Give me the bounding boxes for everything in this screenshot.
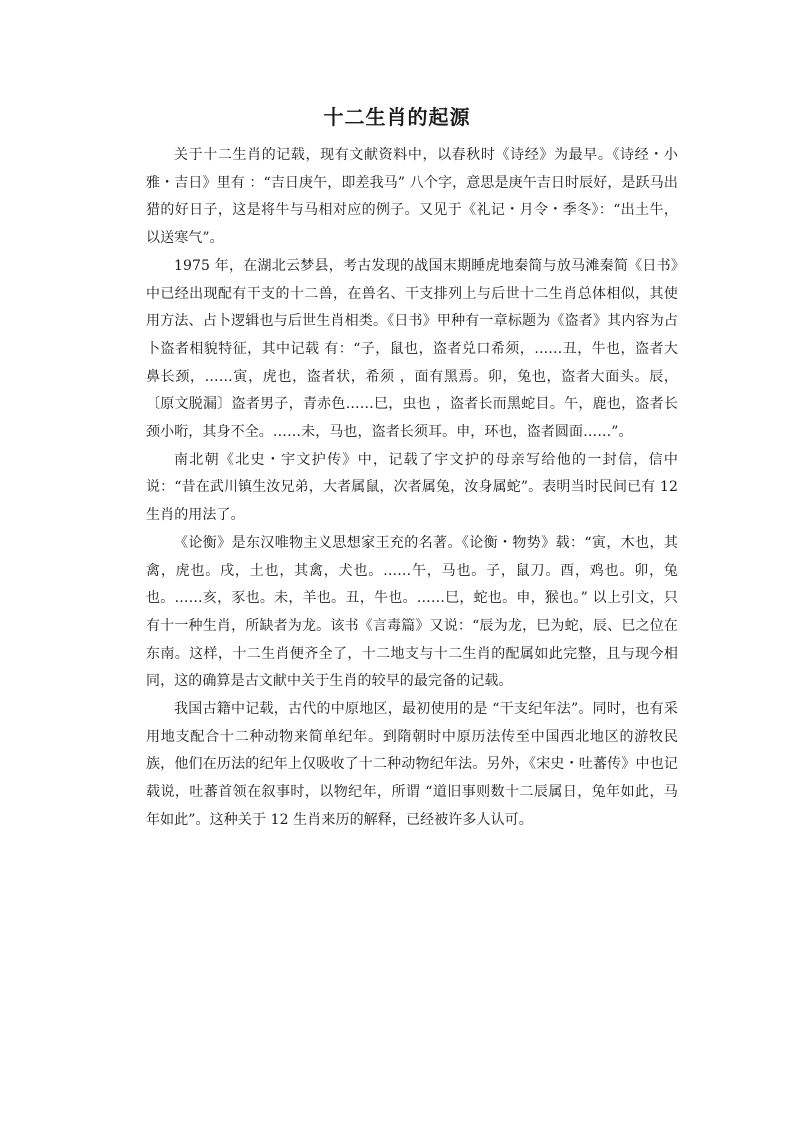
- document-body: [146, 142, 678, 835]
- paragraph: 我国古籍中记载，古代的中原地区，最初使用的是 “干支纪年法”。同时，也有采用地支配合十二种动物来简单纪年。到隋朝时中原历法传至中国西北地区的游牧民族，他们在历法的纪年上仅吸收了十二种动物纪年法。另外，《宋史・吐蕃传》中也记载说，吐蕃首领在叙事时，以物纪年，所谓 “道旧事则数十二辰属日，兔年如此，马年如此”。这种关于 12 生肖来历的解释，已经被许多人认可。: [146, 701, 678, 828]
- page-title: 十二生肖的起源: [323, 105, 471, 129]
- paragraph: 南北朝《北史・宇文护传》中，记载了宇文护的母亲写给他的一封信，信中说：“昔在武川镇生汝兄弟，大者属鼠，次者属兔，汝身属蛇”。表明当时民间已有 12 生肖的用法了。: [146, 451, 678, 524]
- paragraph: 关于十二生肖的记载，现有文献资料中，以春秋时《诗经》为最早。《诗经・小雅・吉日》里有 ：“吉日庚午，即差我马” 八个字，意思是庚午吉日时辰好，是跃马出猎的好日子，这是将牛与马相对应的例子。又见于《礼记・月令・季冬》：“出土牛，以送寒气”。: [146, 147, 678, 247]
- paragraph: 《论衡》是东汉唯物主义思想家王充的名著。《论衡・物势》载：“寅，木也，其禽，虎也。戌，土也，其禽，犬也。……午，马也。子，鼠刀。酉，鸡也。卯，兔也。……亥，豕也。未，羊也。丑，牛也。……巳，蛇也。申，猴也。” 以上引文，只有十一种生肖，所缺者为龙。该书《言毒篇》又说：“辰为龙，巳为蛇，辰、巳之位在东南。这样，十二生肖便齐全了，十二地支与十二生肖的配属如此完整，且与现今相同，这的确算是古文献中关于生肖的较早的最完备的记载。: [146, 534, 678, 690]
- paragraph: 1975 年，在湖北云梦县，考古发现的战国末期睡虎地秦简与放马滩秦简《日书》中已经出现配有干支的十二兽，在兽名、干支排列上与后世十二生肖总体相似，其使用方法、占卜逻辑也与后世生肖相类。《日书》甲种有一章标题为《盗者》其内容为占卜盗者相貌特征，其中记载 有：“子，鼠也，盗者兑口希须，……丑，牛也，盗者大鼻长颈，……寅，虎也，盗者状，希须 ，面有黑焉。卯，兔也，盗者大面头。辰，〔原文脱漏〕盗者男子，青赤色……巳，虫也 ，盗者长而黑蛇目。午，鹿也，盗者长颈小哘，其身不全。……未，马也，盗者长须耳。申，环也，盗者圆面……”。: [146, 257, 678, 441]
